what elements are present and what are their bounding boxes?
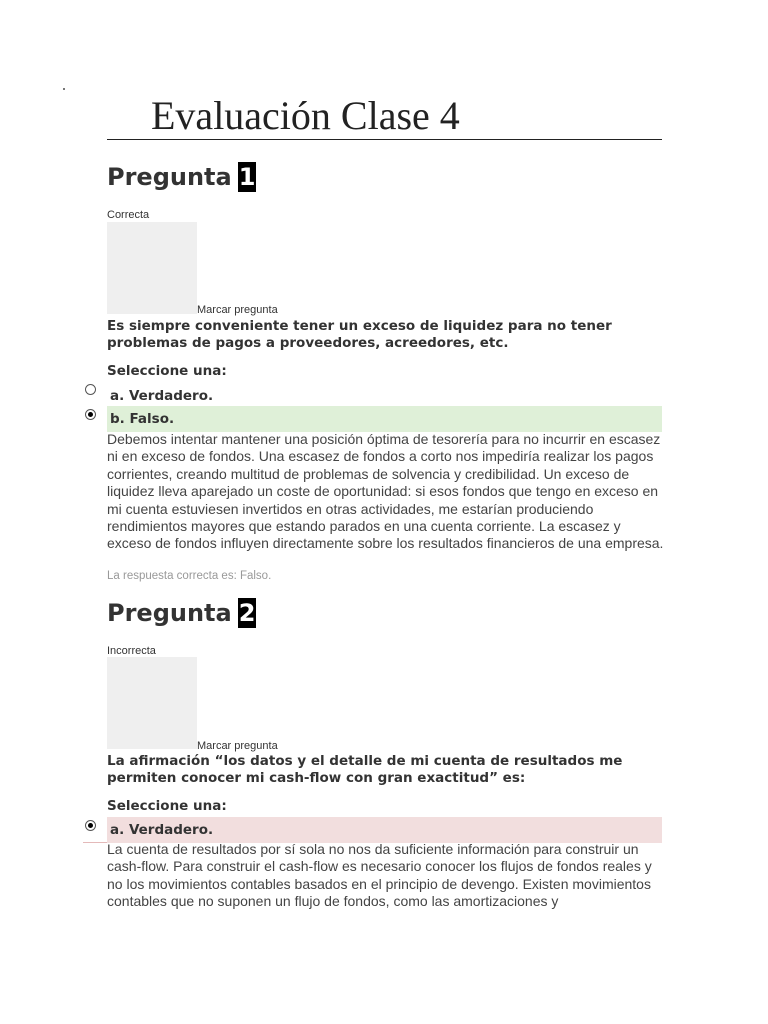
flag-question-link[interactable]: Marcar pregunta (197, 304, 278, 316)
option-a-label: a. Verdadero. (110, 388, 214, 404)
radio-option-a[interactable] (85, 820, 96, 831)
question-2-status: Incorrecta (107, 645, 156, 657)
question-heading-label: Pregunta (107, 599, 232, 627)
question-heading-label: Pregunta (107, 163, 232, 191)
stray-mark (63, 88, 65, 90)
question-1-heading (107, 162, 256, 192)
question-2-prompt: Seleccione una: (107, 798, 227, 814)
question-2-feedback: La cuenta de resultados por sí sola no nos da suficiente información para construir un cash-flow. Para construir el cash-flow es necesario conocer los flujos de fondos reales y no los movimientos contables basados en el principio de devengo. Existen movimientos contables que no suponen un flujo de fondos, como las amortizaciones y (107, 841, 652, 910)
question-1-status: Correcta (107, 209, 150, 221)
option-b-row-correct[interactable] (107, 406, 662, 432)
question-2-heading (107, 598, 256, 628)
title-underline (107, 139, 662, 140)
flag-icon[interactable] (107, 657, 197, 749)
page-title: Evaluación Clase 4 (151, 93, 460, 138)
question-1-prompt: Seleccione una: (107, 363, 227, 379)
question-1-right-answer: La respuesta correcta es: Falso. (107, 570, 272, 582)
question-2-text: La afirmación “los datos y el detalle de mi cuenta de resultados me permiten conocer mi cash-flow con gran exactitud” es: (107, 753, 623, 786)
flag-icon[interactable] (107, 222, 197, 314)
incorrect-marker (83, 842, 107, 843)
question-1-feedback: Debemos intentar mantener una posición óptima de tesorería para no incurrir en escasez ni en exceso de fondos. Una escasez de fondos a corto nos impediría realizar los pagos corrientes, creando multitud de problemas de solvencia y credibilidad. Un exceso de liquidez lleva aparejado un coste de oportunidad: si esos fondos que tengo en exceso en mi cuenta estuviesen invertidos en otras actividades, me estarían produciendo rendimientos mayores que estando parados en una cuenta corriente. La escasez y exceso de fondos influyen directamente sobre los resultados financieros de una empresa. (107, 431, 664, 552)
question-number-badge: 1 (238, 163, 256, 191)
radio-option-a[interactable] (85, 384, 96, 395)
question-number-badge: 2 (238, 599, 256, 627)
option-a-label: a. Verdadero. (110, 822, 214, 838)
radio-option-b[interactable] (85, 409, 96, 420)
option-b-label: b. Falso. (110, 411, 175, 427)
flag-question-link[interactable]: Marcar pregunta (197, 740, 278, 752)
question-1-text: Es siempre conveniente tener un exceso de liquidez para no tener problemas de pagos a proveedores, acreedores, etc. (107, 318, 612, 351)
option-a-row-incorrect[interactable] (107, 817, 662, 843)
